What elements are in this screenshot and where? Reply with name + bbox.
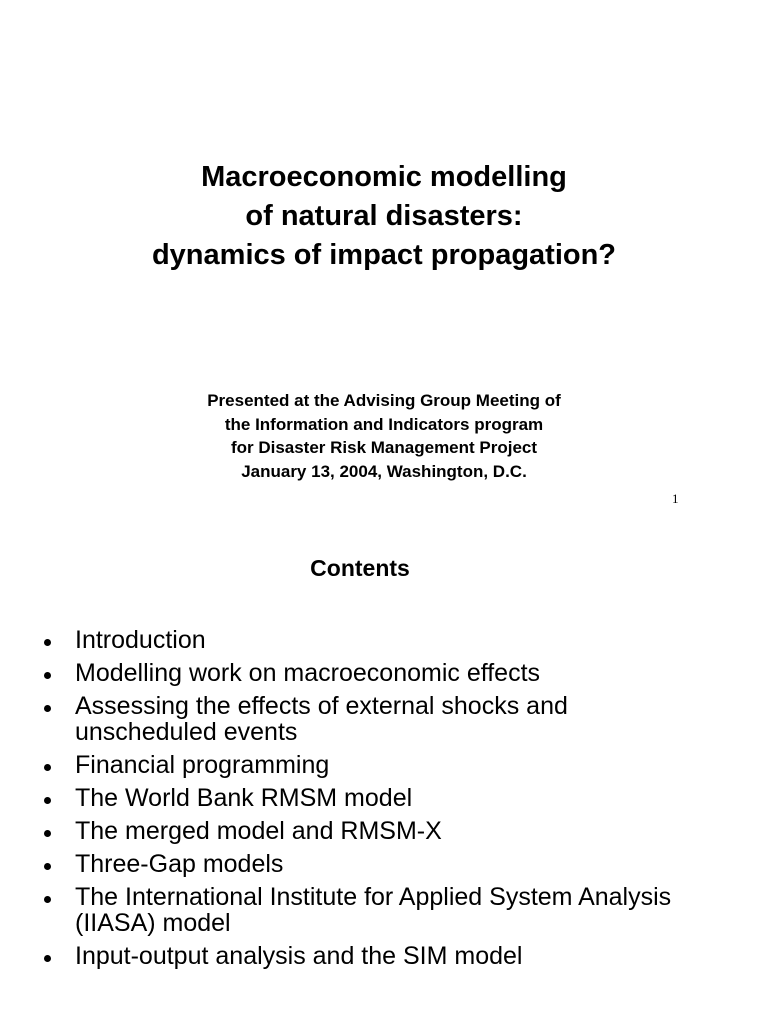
bullet-icon (44, 896, 51, 903)
list-item (44, 752, 704, 778)
bullet-icon (44, 672, 51, 679)
list-item-text: The World Bank RMSM model (75, 784, 413, 812)
bullet-icon (44, 797, 51, 804)
presentation-info (0, 389, 768, 483)
subtitle-line: for Disaster Risk Management Project (230, 438, 538, 457)
list-item (44, 884, 704, 936)
list-item-text: Introduction (75, 626, 206, 654)
list-item-text: Financial programming (75, 751, 330, 779)
bullet-icon (44, 863, 51, 870)
list-item-text: Three-Gap models (75, 850, 284, 878)
list-item (44, 943, 704, 969)
contents-list (44, 627, 704, 976)
list-item (44, 785, 704, 811)
bullet-icon (44, 705, 51, 712)
subtitle-line: January 13, 2004, Washington, D.C. (241, 461, 527, 481)
list-item (44, 627, 704, 653)
slide-title (0, 158, 768, 275)
bullet-icon (44, 764, 51, 771)
list-item-text: Input-output analysis and the SIM model (75, 942, 523, 970)
title-line: dynamics of impact propagation? (151, 239, 617, 271)
bullet-icon (44, 639, 51, 646)
page-number: 1 (672, 491, 679, 506)
subtitle-line: Presented at the Advising Group Meeting of (207, 391, 561, 410)
list-item-text: The merged model and RMSM-X (75, 817, 442, 845)
list-item-text: Modelling work on macroeconomic effects (75, 659, 541, 687)
bullet-icon (44, 830, 51, 837)
title-line: of natural disasters: (245, 200, 523, 232)
contents-heading: Contents (310, 555, 410, 581)
list-item (44, 693, 704, 745)
title-line: Macroeconomic modelling (201, 161, 567, 193)
list-item (44, 660, 704, 686)
list-item (44, 818, 704, 844)
subtitle-line: the Information and Indicators program (224, 414, 544, 434)
bullet-icon (44, 955, 51, 962)
list-item (44, 851, 704, 877)
list-item-text: The International Institute for Applied System Analysis (IIASA) model (75, 883, 672, 937)
list-item-text: Assessing the effects of external shocks and unscheduled events (75, 692, 568, 746)
